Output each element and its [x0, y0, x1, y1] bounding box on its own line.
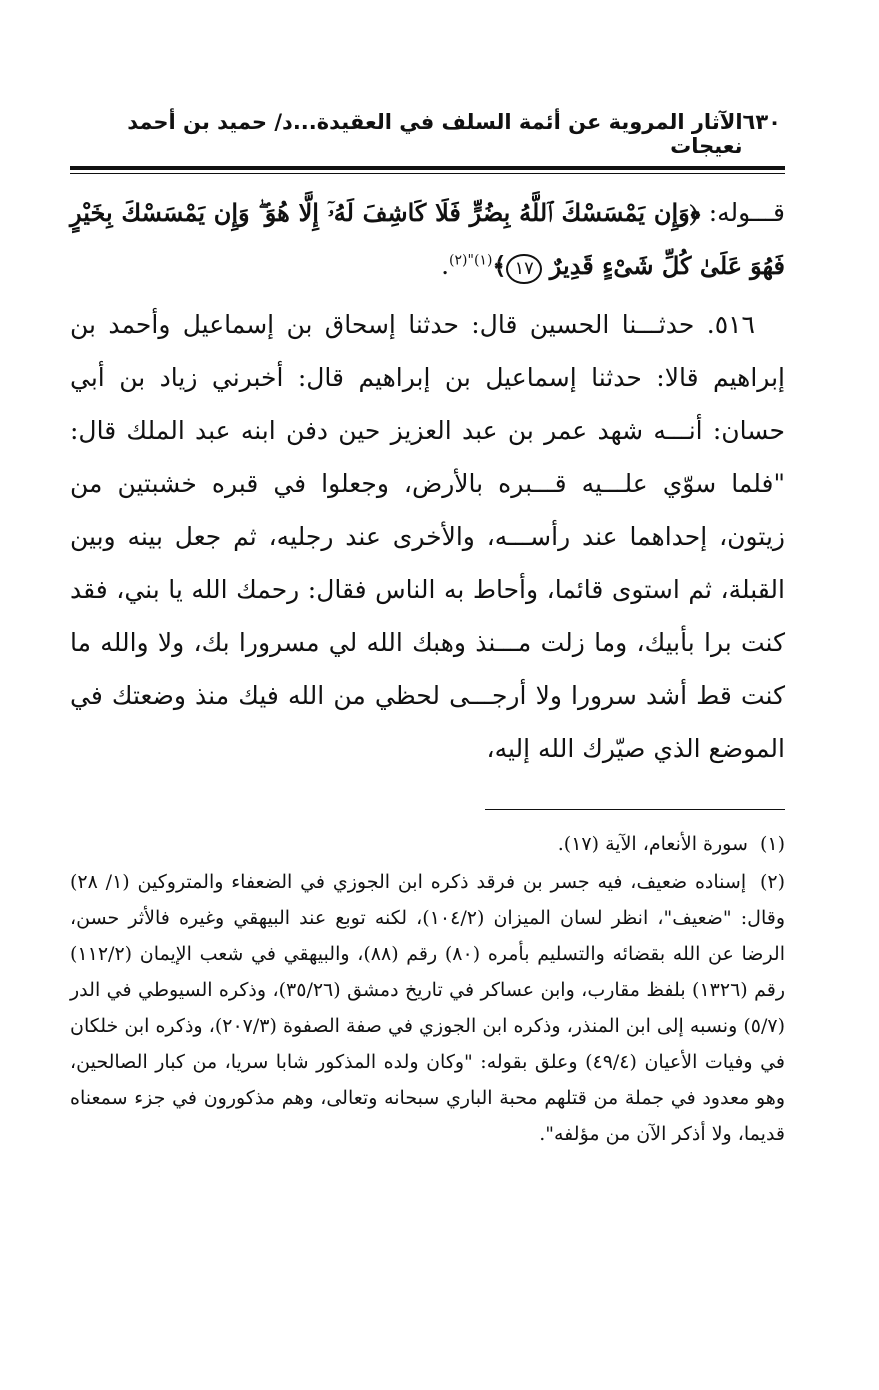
verse-intro: قـــوله: [708, 198, 785, 227]
verse-text-2: عَلَىٰ كُلِّ شَىْءٍ قَدِيرٌ [549, 251, 743, 280]
narration-number: ٥١٦. [706, 310, 755, 339]
verse-paragraph [70, 186, 785, 292]
footnote-text: سورة الأنعام، الآية (١٧). [557, 833, 748, 855]
footnote-2 [70, 864, 785, 1152]
footnote-number: (٢) [759, 871, 785, 893]
verse-text-1: وَإِن يَمْسَسْكَ ٱللَّهُ بِضُرٍّ فَلَا كَاشِفَ لَهُۥٓ إِلَّا هُوَ ۖ وَإِن يَمْسَسْكَ بِخَيْرٍ فَهُوَ [70, 198, 785, 280]
verse-end: . [441, 251, 450, 280]
footnote-refs: (١)"(٢) [449, 252, 493, 269]
running-title: الآثار المروية عن أئمة السلف في العقيدة...د/ حميد بن أحمد نعيجات [127, 110, 743, 158]
book-page [70, 110, 785, 1154]
narration-text: حدثـــنا الحسين قال: حدثنا إسحاق بن إسماعيل وأحمد بن إبراهيم قالا: حدثنا إسماعيل بن إبراهيم قال: أخبرني زياد بن أبي حسان: أنـــه شهد عمر بن عبد العزيز حين دفن ابنه عبد الملك قال: "فلما سوّي علـــيه قـــبره بالأرض، وجعلوا في قبره خشبتين من زيتون، إحداهما عند رأســـه، والأخرى عند رجليه، ثم جعل بينه وبين القبلة، ثم استوى قائما، وأحاط به الناس فقال: رحمك الله يا بني، فقد كنت برا بأبيك، وما زلت مـــنذ وهبك الله لي مسرورا بك، ولا والله ما كنت قط أشد سرورا ولا أرجـــى لحظي من الله فيك منذ وضعتك في الموضع الذي صيّرك الله إليه، [70, 310, 785, 763]
narration-paragraph [70, 298, 785, 775]
footnote-text: إسناده ضعيف، فيه جسر بن فرقد ذكره ابن الجوزي في الضعفاء والمتروكين (١/ ٢٨) وقال: "ضعيف"، انظر لسان الميزان (١٠٤/٢)، لكنه توبع عند البيهقي وغيره فالأثر حسن، الرضا عن الله بقضائه والتسليم بأمره (٨٠) رقم (٨٨)، والبيهقي في شعب الإيمان (١١٢/٢) رقم (١٣٢٦) بلفظ مقارب، وابن عساكر في تاريخ دمشق (٣٥/٢٦)، وذكره السيوطي في الدر (٥/٧) ونسبه إلى ابن المنذر، وذكره ابن الجوزي في صفة الصفوة (٢٠٧/٣)، وذكره ابن خلكان في وفيات الأعيان (٤٩/٤) وعلق بقوله: "وكان ولده المذكور شابا سريا، من كبار الصالحين، وهو معدود في جملة من قتلهم محبة الباري سبحانه وتعالى، وهم مذكورون في جزء سمعناه قديما، ولا أذكر الآن من مؤلفه". [70, 871, 786, 1145]
footnote-1 [70, 826, 785, 862]
running-header [70, 110, 785, 164]
header-rule [70, 166, 785, 170]
footnotes [70, 826, 785, 1152]
verse-close-bracket: ﴾ [492, 251, 507, 280]
header-rule-thin [70, 173, 785, 174]
verse-open-bracket: ﴿ [689, 198, 701, 227]
page-number: ٦٣٠ [742, 110, 781, 134]
ayah-number: ١٧ [506, 254, 541, 284]
footnote-separator [485, 809, 785, 810]
footnote-number: (١) [759, 833, 785, 855]
main-text [70, 186, 785, 775]
